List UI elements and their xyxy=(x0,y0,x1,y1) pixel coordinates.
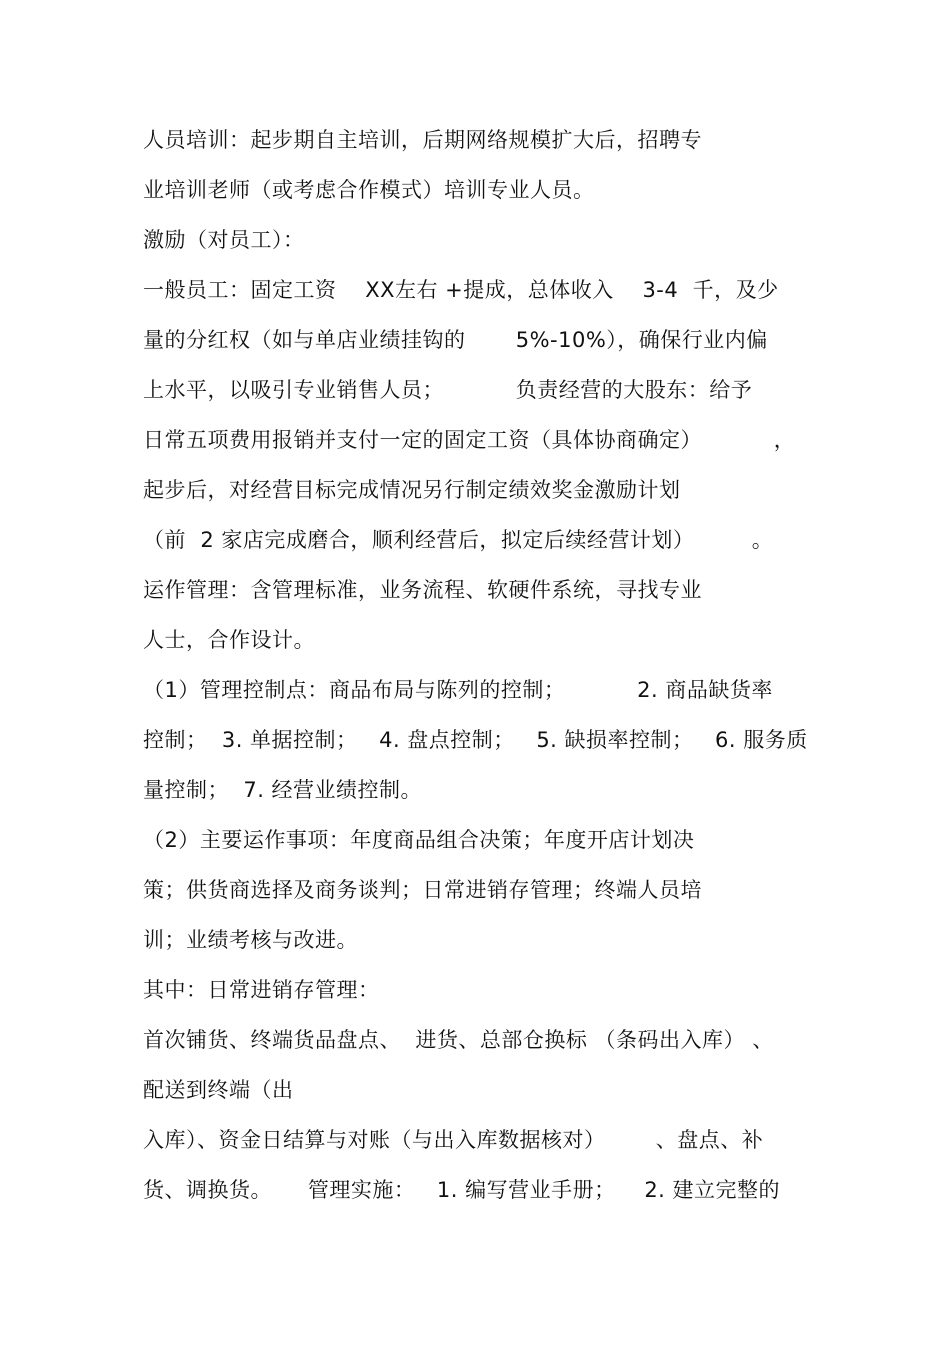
text-line: 配送到终端（出 xyxy=(143,1078,294,1102)
text-line: 策；供货商选择及商务谈判；日常进销存管理；终端人员培 xyxy=(143,878,702,902)
text-line: 激励（对员工）： xyxy=(143,228,305,252)
text-line: 一般员工：固定工资 XX左右 +提成，总体收入 3-4 千，及少 xyxy=(143,278,779,302)
text-line: 量控制； 7. 经营业绩控制。 xyxy=(143,778,423,802)
text-line: 量的分红权（如与单店业绩挂钩的 5%-10%），确保行业内偏 xyxy=(143,328,768,352)
text-line: 人士，合作设计。 xyxy=(143,628,315,652)
text-line: （1）管理控制点：商品布局与陈列的控制； 2. 商品缺货率 xyxy=(143,678,773,702)
text-line: 控制； 3. 单据控制； 4. 盘点控制； 5. 缺损率控制； 6. 服务质 xyxy=(143,728,808,752)
text-line: （前 2 家店完成磨合，顺利经营后，拟定后续经营计划） 。 xyxy=(143,528,774,552)
text-line: 上水平，以吸引专业销售人员； 负责经营的大股东：给予 xyxy=(143,378,753,402)
text-line: 起步后，对经营目标完成情况另行制定绩效奖金激励计划 xyxy=(143,478,681,502)
text-line: 人员培训：起步期自主培训，后期网络规模扩大后，招聘专 xyxy=(143,128,702,152)
text-line: 训；业绩考核与改进。 xyxy=(143,928,358,952)
text-line: 首次铺货、终端货品盘点、 进货、总部仓换标 （条码出入库） 、 xyxy=(143,1028,774,1052)
text-line: 其中：日常进销存管理： xyxy=(143,978,380,1002)
text-line: （2）主要运作事项：年度商品组合决策；年度开店计划决 xyxy=(143,828,695,852)
text-line: 日常五项费用报销并支付一定的固定工资（具体协商确定） ， xyxy=(143,428,796,452)
text-line: 入库）、资金日结算与对账（与出入库数据核对） 、盘点、补 xyxy=(143,1128,764,1152)
text-line: 业培训老师（或考虑合作模式）培训专业人员。 xyxy=(143,178,595,202)
text-line: 运作管理：含管理标准，业务流程、软硬件系统，寻找专业 xyxy=(143,578,702,602)
text-line: 货、调换货。 管理实施： 1. 编写营业手册； 2. 建立完整的 xyxy=(143,1178,781,1202)
